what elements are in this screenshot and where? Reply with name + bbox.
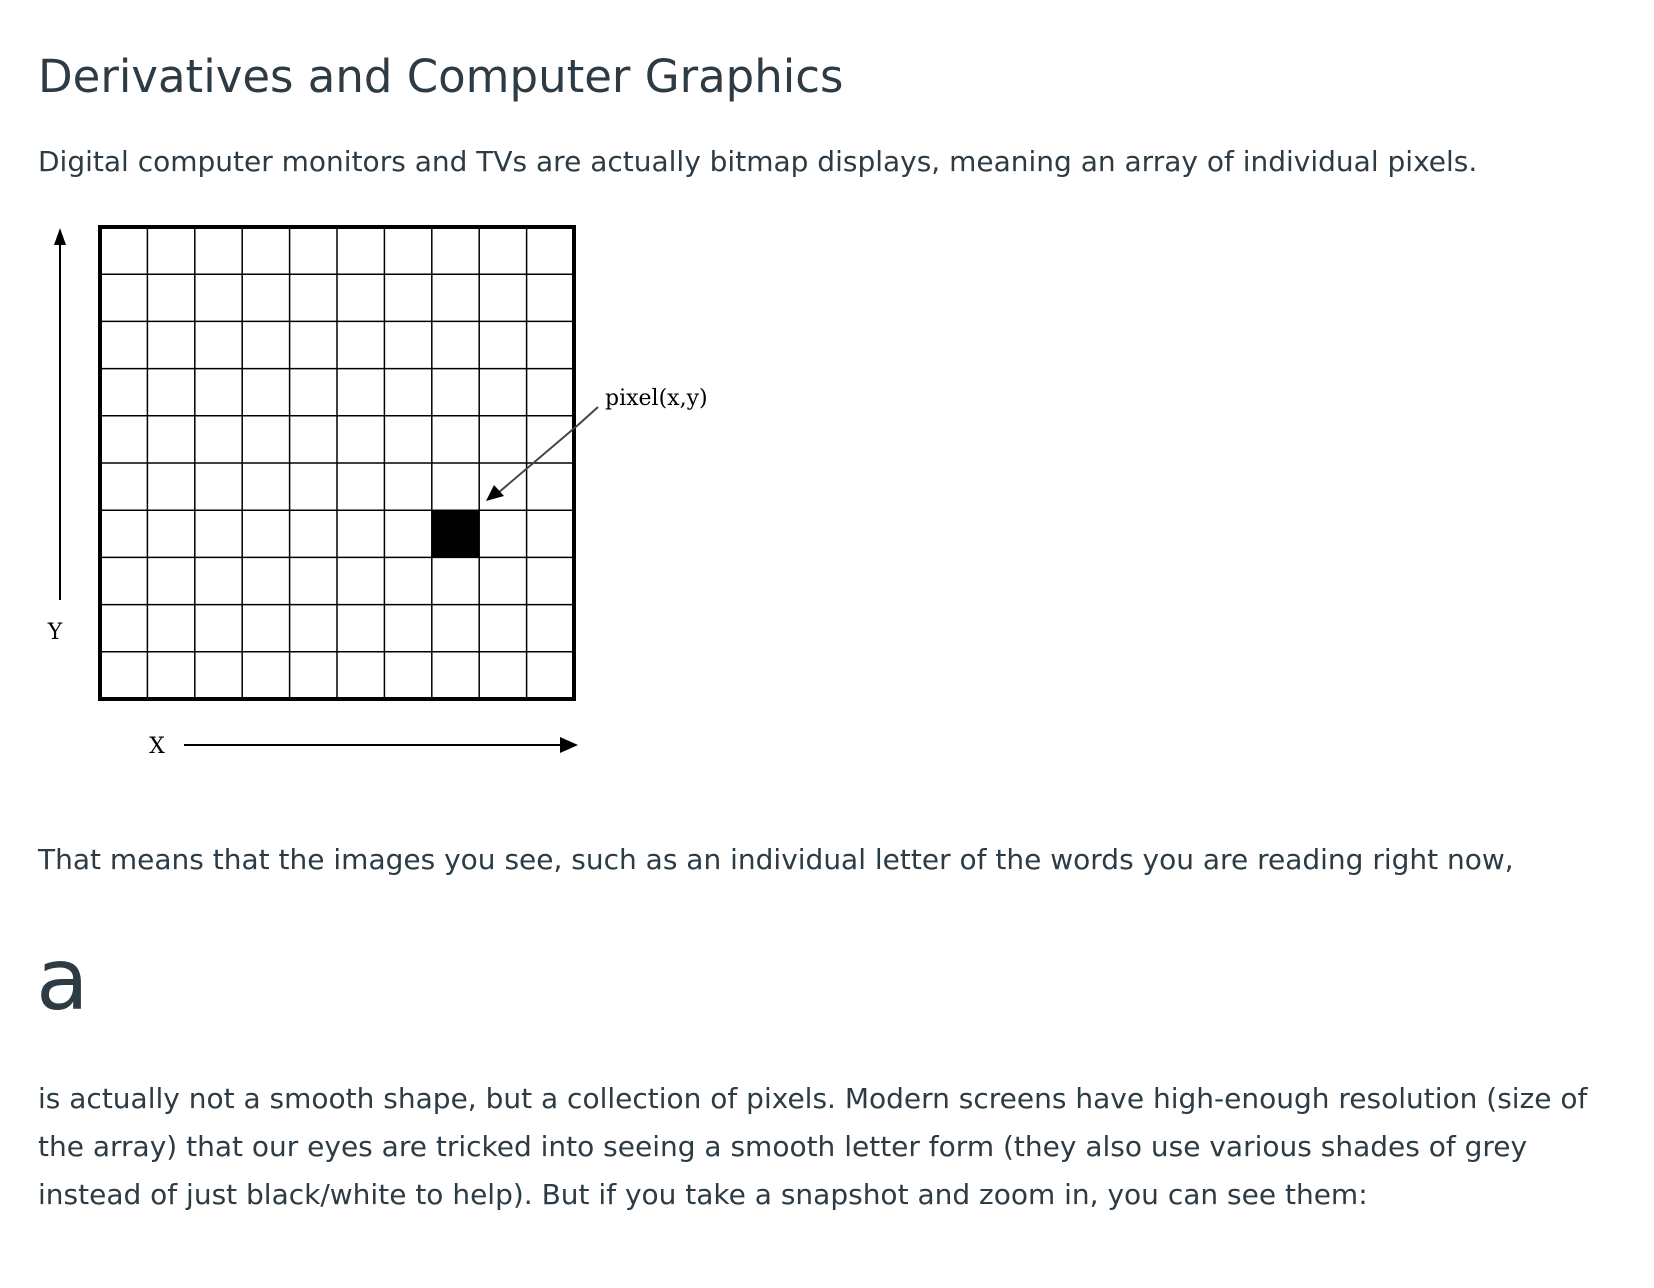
- y-axis-arrowhead: [54, 228, 66, 245]
- pixel-label: pixel(x,y): [605, 386, 708, 411]
- intro-paragraph: Digital computer monitors and TVs are actually bitmap displays, meaning an array of individual pixels.: [38, 145, 1478, 178]
- means-paragraph: That means that the images you see, such as an individual letter of the words you are reading right now,: [38, 843, 1514, 876]
- x-axis-label: X: [149, 734, 165, 759]
- pixel-leader-line: [498, 425, 578, 493]
- filled-pixel: [432, 510, 479, 557]
- x-axis-arrowhead: [560, 737, 578, 753]
- example-letter: a: [36, 930, 89, 1030]
- pixel-grid-figure: [38, 225, 778, 815]
- pixel-leader-line-upper: [578, 407, 598, 425]
- pixel-grid-diagram: [38, 225, 778, 815]
- y-axis-label: Y: [47, 620, 63, 645]
- pixel-grid: [100, 227, 574, 699]
- pixel-leader-arrowhead: [486, 485, 504, 501]
- page-title: Derivatives and Computer Graphics: [38, 50, 844, 103]
- body-paragraph: is actually not a smooth shape, but a collection of pixels. Modern screens have high-enough resolution (size of the array) that our eyes are tricked into seeing a smooth letter form (they also use various shades of grey instead of just black/white to help). But if you take a snapshot and zoom in, you can see them:: [38, 1082, 1588, 1211]
